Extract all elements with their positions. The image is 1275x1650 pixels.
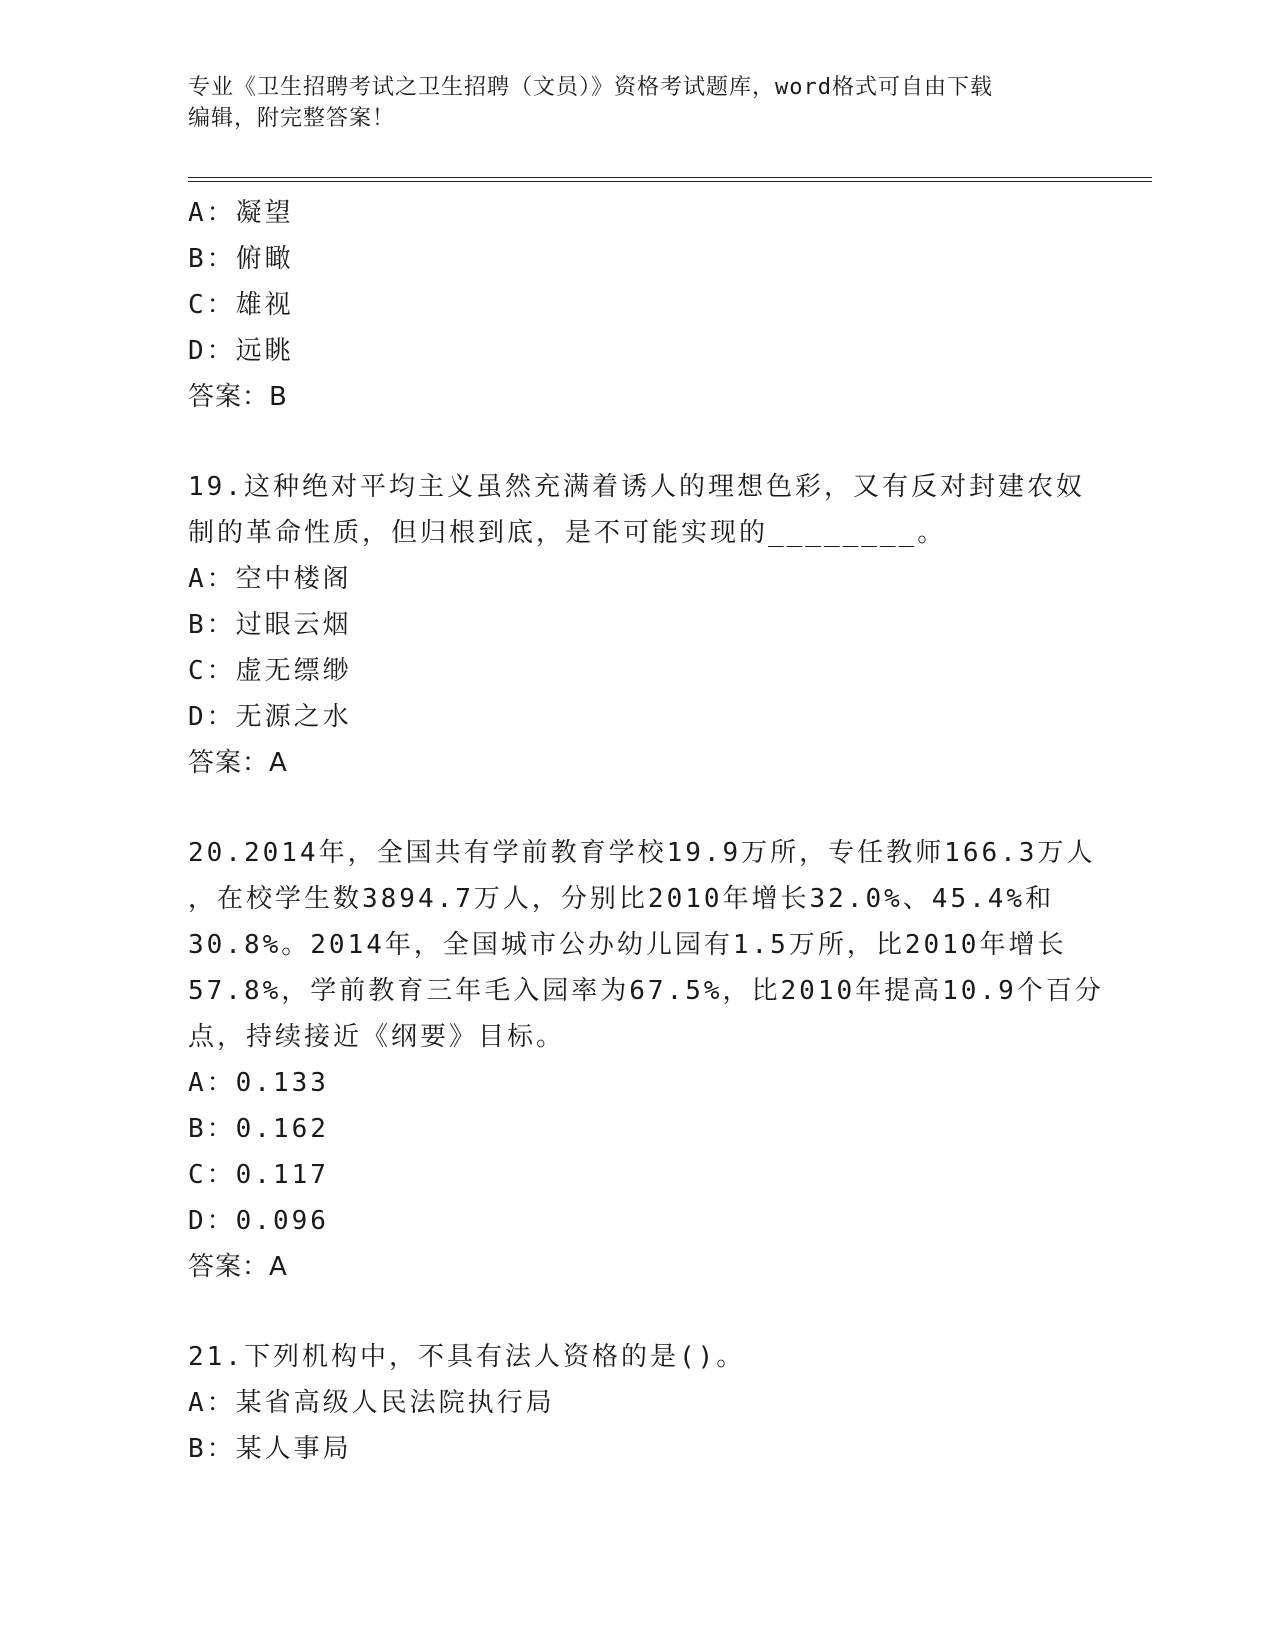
option-a: A：某省高级人民法院执行局 [188, 1388, 555, 1418]
stem-line: 57.8%，学前教育三年毛入园率为67.5%，比2010年提高10.9个百分 [188, 976, 1104, 1006]
question-19-answer: 答案：A [188, 748, 288, 778]
question-18-answer: 答案：B [188, 382, 288, 412]
question-19-options [188, 556, 1088, 740]
stem-line: ，在校学生数3894.7万人，分别比2010年增长32.0%、45.4%和 [188, 884, 1055, 914]
option-b: B：某人事局 [188, 1434, 352, 1464]
option-d: D：无源之水 [188, 702, 352, 732]
question-21-stem [188, 1334, 1088, 1380]
question-18-options [188, 190, 1088, 374]
question-19-stem [188, 464, 1088, 556]
option-c: C：0.117 [188, 1160, 329, 1190]
option-a: A：空中楼阁 [188, 564, 352, 594]
header-line-1: 专业《卫生招聘考试之卫生招聘（文员）》资格考试题库，word格式可自由下载 [188, 75, 993, 100]
question-20-options [188, 1060, 1088, 1244]
question-20-answer: 答案：A [188, 1252, 288, 1282]
option-c: C：虚无缥缈 [188, 656, 352, 686]
option-c: C：雄视 [188, 290, 294, 320]
question-content [188, 190, 1104, 1472]
option-b: B：过眼云烟 [188, 610, 352, 640]
header-line-2: 编辑，附完整答案！ [188, 106, 396, 131]
stem-line: 点，持续接近《纲要》目标。 [188, 1022, 566, 1052]
option-b: B：0.162 [188, 1114, 329, 1144]
stem-line: 30.8%。2014年，全国城市公办幼儿园有1.5万所，比2010年增长 [188, 930, 1067, 960]
option-b: B：俯瞰 [188, 244, 294, 274]
option-d: D：远眺 [188, 336, 294, 366]
stem-line: 制的革命性质，但归根到底，是不可能实现的________。 [188, 518, 947, 548]
question-21-options [188, 1380, 1088, 1472]
option-a: A：凝望 [188, 198, 294, 228]
document-header [188, 72, 1068, 134]
question-20-stem [188, 830, 1104, 1060]
option-d: D：0.096 [188, 1206, 329, 1236]
stem-line: 19.这种绝对平均主义虽然充满着诱人的理想色彩，又有反对封建农奴 [188, 472, 1085, 502]
option-a: A：0.133 [188, 1068, 329, 1098]
stem-line: 21.下列机构中，不具有法人资格的是()。 [188, 1342, 746, 1372]
header-divider-top [188, 177, 1152, 178]
stem-line: 20.2014年，全国共有学前教育学校19.9万所，专任教师166.3万人 [188, 838, 1096, 868]
header-divider-bottom [188, 181, 1152, 182]
